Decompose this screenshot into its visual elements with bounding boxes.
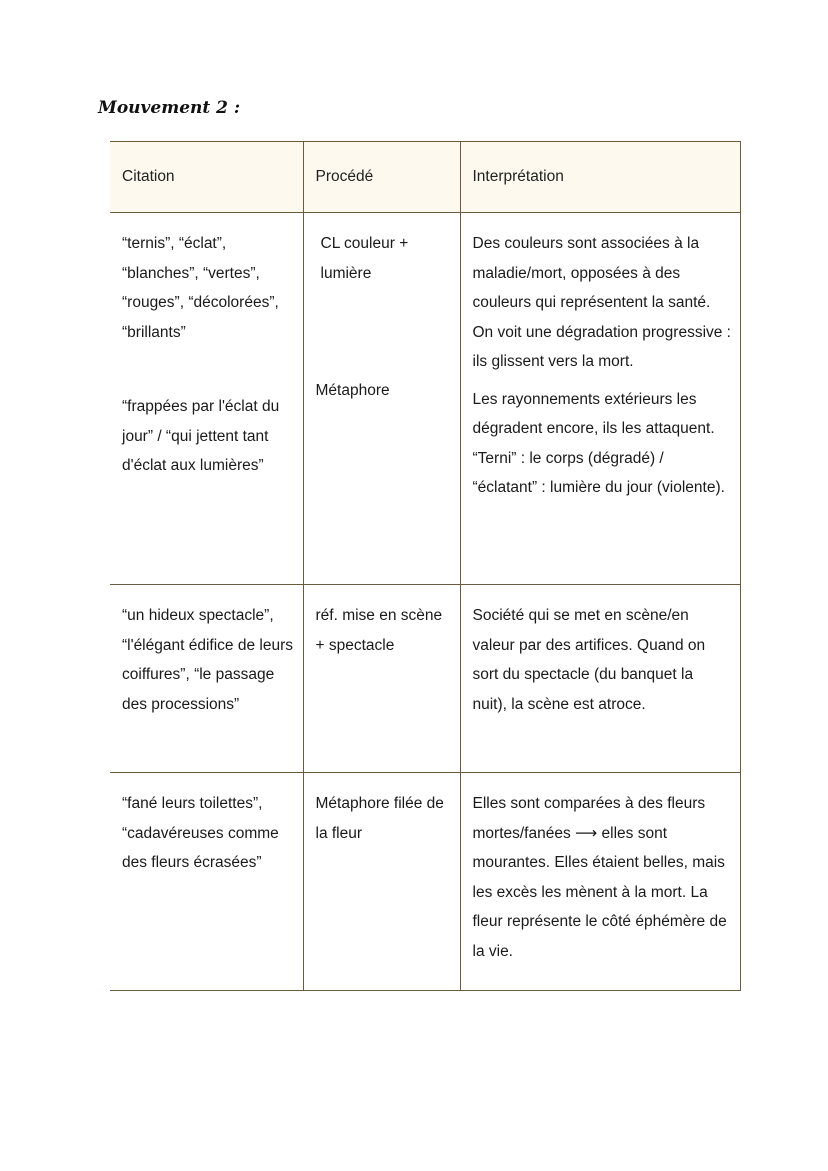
cell-procede: [303, 213, 460, 585]
citation-text: “un hideux spectacle”, “l'élégant édifice de leurs coiffures”, “le passage des processions”: [122, 607, 293, 713]
procede-text: Métaphore: [315, 382, 390, 399]
cell-procede: [303, 773, 460, 991]
cell-citation: [110, 773, 303, 991]
table-row: [110, 213, 740, 585]
citation-text: “ternis”, “éclat”, “blanches”, “vertes”, “rouges”, “décolorées”, “brillants”: [122, 235, 279, 341]
cell-interpretation: [460, 585, 740, 773]
header-procede: Procédé: [303, 142, 460, 213]
spacer: [122, 347, 295, 392]
header-citation: Citation: [110, 142, 303, 213]
table-row: [110, 773, 740, 991]
cell-interpretation: [460, 213, 740, 585]
spacer: [316, 288, 452, 376]
analysis-table: [110, 141, 741, 991]
cell-interpretation: [460, 773, 740, 991]
cell-procede: [303, 585, 460, 773]
interpretation-text: Les rayonnements extérieurs les dégradent encore, ils les attaquent. “Terni” : le corps (dégradé) / “éclatant” : lumière du jour (violente).: [472, 390, 725, 496]
header-interpretation: Interprétation: [460, 142, 740, 213]
procede-text: réf. mise en scène + spectacle: [315, 607, 443, 654]
table-row: [110, 585, 740, 773]
interpretation-text: Société qui se met en scène/en valeur par des artifices. Quand on sort du spectacle (du banquet la nuit), la scène est atroce.: [472, 607, 706, 713]
cell-citation: [110, 213, 303, 585]
cell-citation: [110, 585, 303, 773]
procede-text: Métaphore filée de la fleur: [315, 795, 444, 842]
interpretation-text: Des couleurs sont associées à la maladie/mort, opposées à des couleurs qui représentent la santé. On voit une dégradation progressive : ils glissent vers la mort.: [472, 235, 731, 370]
interpretation-text: Elles sont comparées à des fleurs mortes/fanées ⟶ elles sont mourantes. Elles étaient belles, mais les excès les mènent à la mort. La fleur représente le côté éphémère de la vie.: [472, 795, 727, 960]
spacer: [473, 377, 732, 385]
table-header-row: [110, 142, 740, 213]
citation-text: “fané leurs toilettes”, “cadavéreuses comme des fleurs écrasées”: [122, 795, 279, 871]
procede-text: CL couleur + lumière: [320, 235, 409, 282]
citation-text: “frappées par l'éclat du jour” / “qui jettent tant d'éclat aux lumières”: [122, 398, 280, 474]
page-title: Mouvement 2 :: [98, 98, 241, 118]
